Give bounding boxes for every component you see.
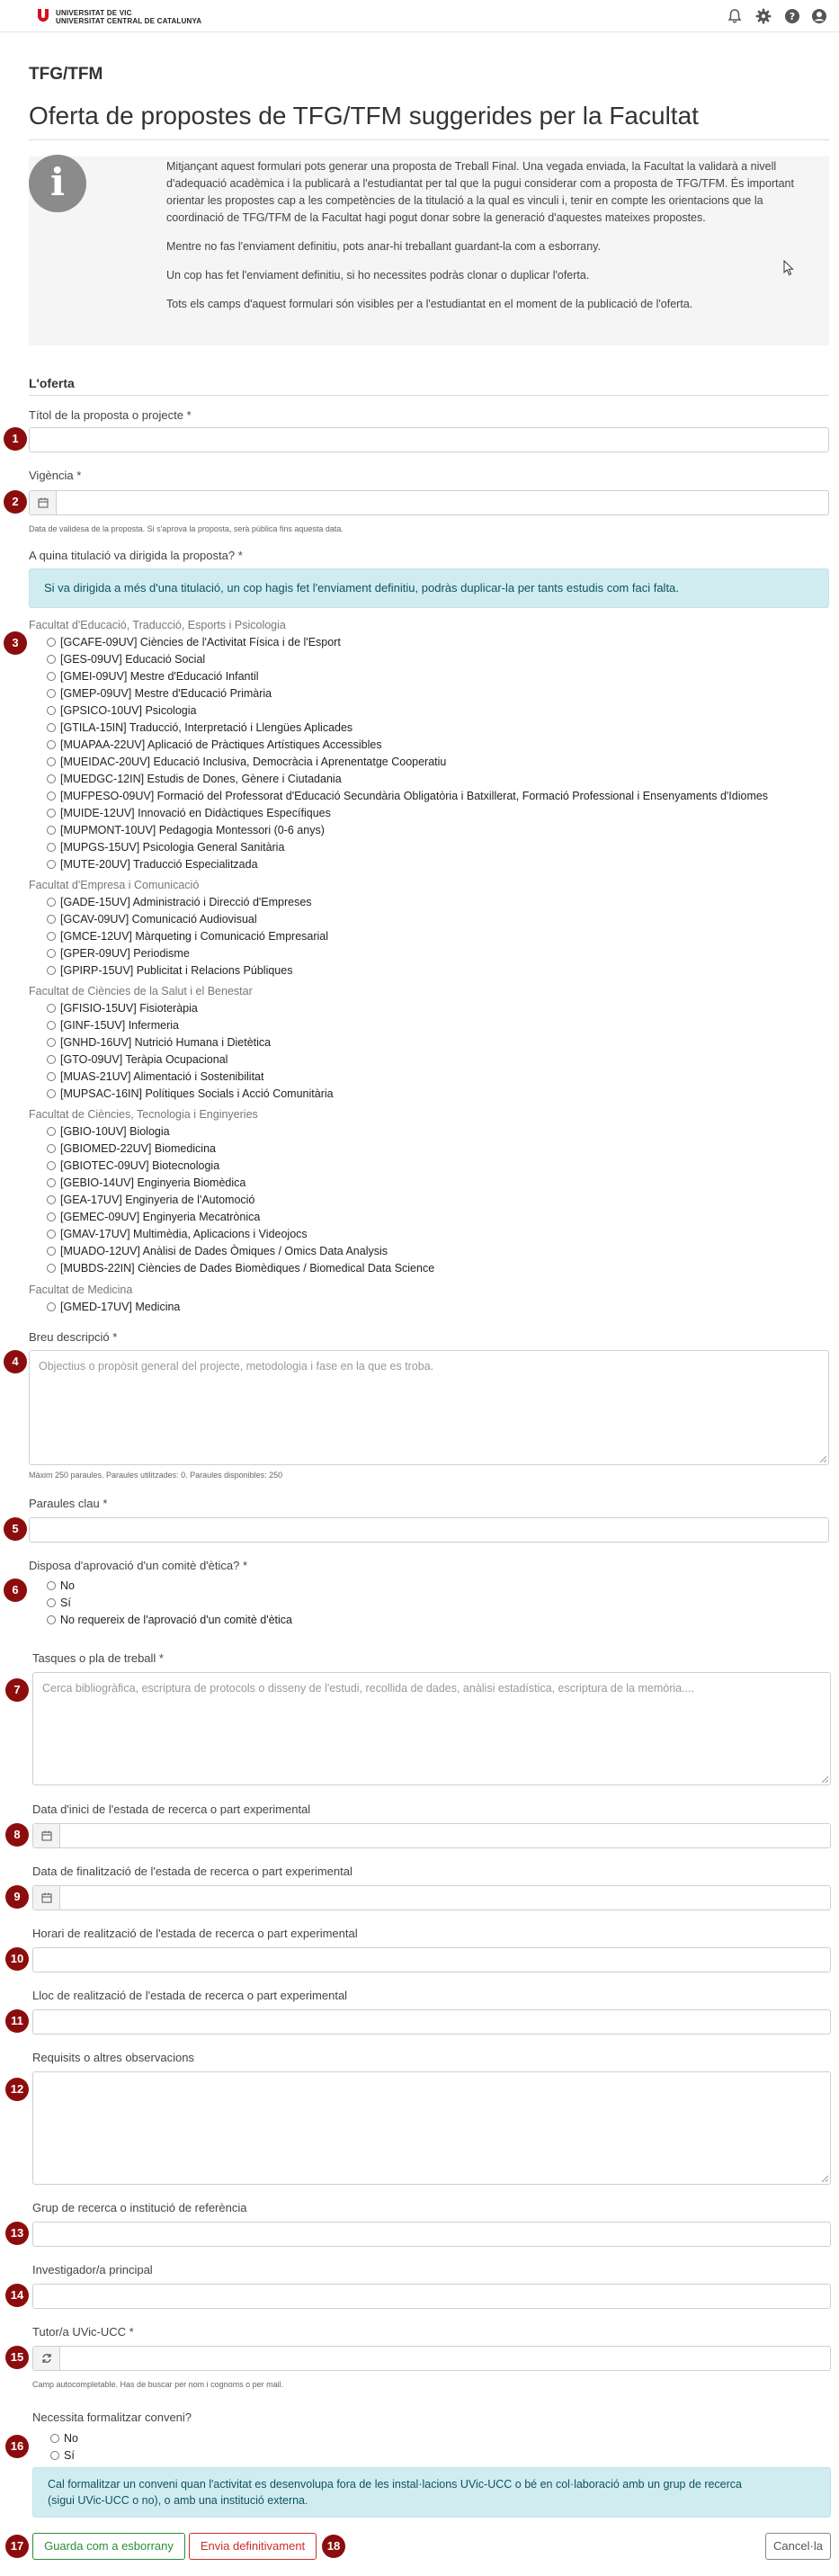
schedule-label: Horari de realització de l'estada de recerca o part experimental — [32, 1927, 358, 1940]
user-icon[interactable] — [811, 8, 827, 24]
requirements-textarea[interactable] — [32, 2071, 831, 2185]
research-group-input[interactable] — [32, 2222, 831, 2247]
ethics-label: Disposa d'aprovació d'un comitè d'ètica? * — [29, 1559, 248, 1572]
resize-grip-icon[interactable] — [819, 1455, 826, 1462]
radio-icon — [47, 689, 56, 698]
marker-badge: 3 — [4, 631, 27, 655]
help-icon[interactable] — [784, 8, 800, 24]
bell-icon[interactable] — [727, 8, 743, 24]
section-heading: TFG/TFM — [29, 65, 103, 84]
radio-icon — [47, 898, 56, 907]
radio-icon — [47, 843, 56, 852]
radio-icon — [47, 1212, 56, 1221]
validity-label: Vigència * — [29, 469, 82, 482]
marker-badge: 16 — [5, 2435, 29, 2458]
info-paragraph: Mitjançant aquest formulari pots generar una proposta de Treball Final. Una vegada enviada, la Facultat la validarà a nivell d'adequació acadèmica i la publicarà a l'estudiantat per tal que la pugui considerar com a proposta de TFG/TFM. És important orientar les propostes cap a les competències de la titulació a la qual es vinculi i, tenir en compte les orientacions que la coordinació de TFG/TFM de la Facultat hagi pogut donar sobre la generació d'aquestes mateixes propostes. — [166, 160, 794, 224]
save-draft-button[interactable]: Guarda com a esborrany — [32, 2533, 185, 2560]
marker-badge: 11 — [5, 2009, 29, 2033]
mouse-cursor-icon — [783, 260, 794, 276]
agreement-label: Necessita formalitzar conveni? — [32, 2411, 192, 2424]
title-input[interactable] — [29, 427, 829, 452]
radio-icon — [47, 706, 56, 715]
refresh-icon — [41, 2353, 52, 2364]
radio-icon — [47, 860, 56, 869]
agreement-info-alert: Cal formalitzar un conveni quan l'activitat es desenvolupa fora de les instal·lacions UVic-UCC o bé en col·laboració amb un grup de recerca (sigui UVic-UCC o no), o amb una institució externa. — [32, 2467, 831, 2518]
degree-group-header: Facultat d'Empresa i Comunicació — [29, 879, 200, 891]
top-bar — [0, 0, 839, 32]
marker-badge: 13 — [5, 2222, 29, 2245]
title-label: Títol de la proposta o projecte * — [29, 408, 192, 422]
marker-badge: 18 — [322, 2535, 345, 2558]
degree-info-alert: Si va dirigida a més d'una titulació, un cop hagis fet l'enviament definitiu, podràs duplicar-la per tants estudis com faci falta. — [29, 568, 829, 608]
uvic-logo-icon[interactable] — [36, 8, 50, 22]
marker-badge: 17 — [5, 2535, 29, 2558]
description-textarea[interactable]: Objectius o propòsit general del projecte, metodologia i fase en la que es troba. — [29, 1350, 829, 1465]
end-date-label: Data de finalització de l'estada de recerca o part experimental — [32, 1865, 353, 1878]
schedule-input[interactable] — [32, 1947, 831, 1972]
keywords-input[interactable] — [29, 1517, 829, 1543]
marker-badge: 10 — [5, 1947, 29, 1971]
place-input[interactable] — [32, 2009, 831, 2035]
marker-badge: 9 — [5, 1885, 29, 1909]
cancel-button[interactable]: Cancel·la — [765, 2533, 831, 2560]
marker-badge: 4 — [4, 1350, 27, 1373]
calendar-icon — [41, 1892, 52, 1903]
description-label: Breu descripció * — [29, 1330, 118, 1344]
marker-badge: 2 — [4, 490, 27, 514]
investigator-input[interactable] — [32, 2284, 831, 2309]
radio-icon — [47, 915, 56, 924]
validity-help: Data de validesa de la proposta. Si s'aprova la proposta, serà pública fins aquesta data. — [29, 524, 344, 533]
radio-icon — [47, 1072, 56, 1081]
radio-icon — [50, 2451, 59, 2460]
requirements-label: Requisits o altres observacions — [32, 2051, 194, 2064]
form-section-title: L'oferta — [29, 376, 75, 390]
marker-badge: 8 — [5, 1823, 29, 1847]
validity-date-input[interactable] — [29, 490, 829, 515]
radio-icon — [47, 1038, 56, 1047]
logo-text[interactable]: UNIVERSITAT DE VIC UNIVERSITAT CENTRAL DE CATALUNYA — [56, 9, 202, 25]
radio-icon — [47, 740, 56, 749]
degree-label: A quina titulació va dirigida la proposta? * — [29, 549, 243, 562]
refresh-button[interactable] — [33, 2347, 60, 2370]
marker-badge: 14 — [5, 2284, 29, 2307]
radio-icon — [47, 1230, 56, 1239]
tutor-autocomplete-input[interactable] — [32, 2346, 831, 2371]
marker-badge: 15 — [5, 2346, 29, 2369]
research-group-label: Grup de recerca o institució de referència — [32, 2201, 247, 2214]
radio-icon — [47, 1089, 56, 1098]
tasks-textarea[interactable]: Cerca bibliogràfica, escriptura de protocols o disseny de l'estudi, recollida de dades, anàlisi estadística, escriptura de la memòria.... — [32, 1672, 831, 1785]
radio-icon — [47, 757, 56, 766]
radio-icon — [47, 1615, 56, 1624]
radio-icon — [47, 655, 56, 664]
svg-text:?: ? — [789, 11, 796, 23]
radio-icon — [47, 966, 56, 975]
gear-icon[interactable] — [755, 8, 772, 24]
radio-icon — [47, 723, 56, 732]
tutor-help: Camp autocompletable. Has de buscar per nom i cognoms o per mail. — [32, 2380, 284, 2389]
radio-icon — [47, 1598, 56, 1607]
calendar-button[interactable] — [33, 1824, 60, 1847]
radio-icon — [47, 826, 56, 835]
degree-group-header: Facultat de Ciències de la Salut i el Benestar — [29, 985, 253, 997]
radio-icon — [47, 1127, 56, 1136]
radio-icon — [47, 1302, 56, 1311]
investigator-label: Investigador/a principal — [32, 2263, 153, 2276]
degree-group-header: Facultat de Medicina — [29, 1284, 133, 1296]
radio-icon — [50, 2434, 59, 2443]
info-paragraph: Tots els camps d'aquest formulari són visibles per a l'estudiantat en el moment de la publicació de l'oferta. — [166, 298, 693, 310]
info-paragraph: Mentre no fas l'enviament definitiu, pots anar-hi treballant guardant-la com a esborrany. — [166, 240, 601, 253]
radio-icon — [47, 1264, 56, 1273]
radio-icon — [47, 672, 56, 681]
radio-icon — [47, 1144, 56, 1153]
start-date-label: Data d'inici de l'estada de recerca o part experimental — [32, 1802, 311, 1816]
radio-icon — [47, 1161, 56, 1170]
calendar-icon — [41, 1830, 52, 1841]
degree-group-header: Facultat de Ciències, Tecnologia i Enginyeries — [29, 1108, 258, 1121]
radio-icon — [47, 774, 56, 783]
place-label: Lloc de realització de l'estada de recerca o part experimental — [32, 1989, 348, 2002]
radio-icon — [47, 638, 56, 647]
marker-badge: 1 — [4, 427, 27, 451]
radio-icon — [47, 792, 56, 801]
radio-icon — [47, 809, 56, 818]
resize-grip-icon[interactable] — [821, 1775, 828, 1783]
title-divider — [29, 139, 829, 140]
marker-badge: 7 — [5, 1678, 29, 1702]
section-divider — [29, 395, 829, 396]
start-date-input[interactable] — [32, 1823, 831, 1848]
info-text — [166, 158, 823, 325]
end-date-input[interactable] — [32, 1885, 831, 1910]
info-paragraph: Un cop has fet l'enviament definitiu, si ho necessites podràs clonar o duplicar l'oferta. — [166, 269, 590, 282]
tutor-label: Tutor/a UVic-UCC * — [32, 2325, 134, 2339]
radio-icon — [47, 949, 56, 958]
radio-icon — [47, 1004, 56, 1013]
submit-button[interactable]: Envia definitivament — [189, 2533, 317, 2560]
description-help: Màxim 250 paraules. Paraules utilitzades: 0. Paraules disponibles: 250 — [29, 1471, 283, 1480]
marker-badge: 6 — [4, 1579, 27, 1602]
degree-group-header: Facultat d'Educació, Traducció, Esports i Psicologia — [29, 619, 286, 631]
resize-grip-icon[interactable] — [821, 2175, 828, 2182]
tasks-label: Tasques o pla de treball * — [32, 1651, 164, 1665]
marker-badge: 5 — [4, 1517, 27, 1541]
radio-icon — [47, 1247, 56, 1256]
radio-icon — [47, 1021, 56, 1030]
page-title: Oferta de propostes de TFG/TFM suggerides per la Facultat — [29, 102, 699, 130]
radio-icon — [47, 932, 56, 941]
radio-icon — [47, 1195, 56, 1204]
radio-icon — [47, 1055, 56, 1064]
calendar-button[interactable] — [30, 491, 57, 514]
marker-badge: 12 — [5, 2078, 29, 2101]
keywords-label: Paraules clau * — [29, 1497, 108, 1510]
calendar-icon — [38, 497, 49, 508]
radio-icon — [47, 1581, 56, 1590]
calendar-button[interactable] — [33, 1886, 60, 1910]
radio-icon — [47, 1178, 56, 1187]
info-icon: i — [29, 155, 86, 212]
